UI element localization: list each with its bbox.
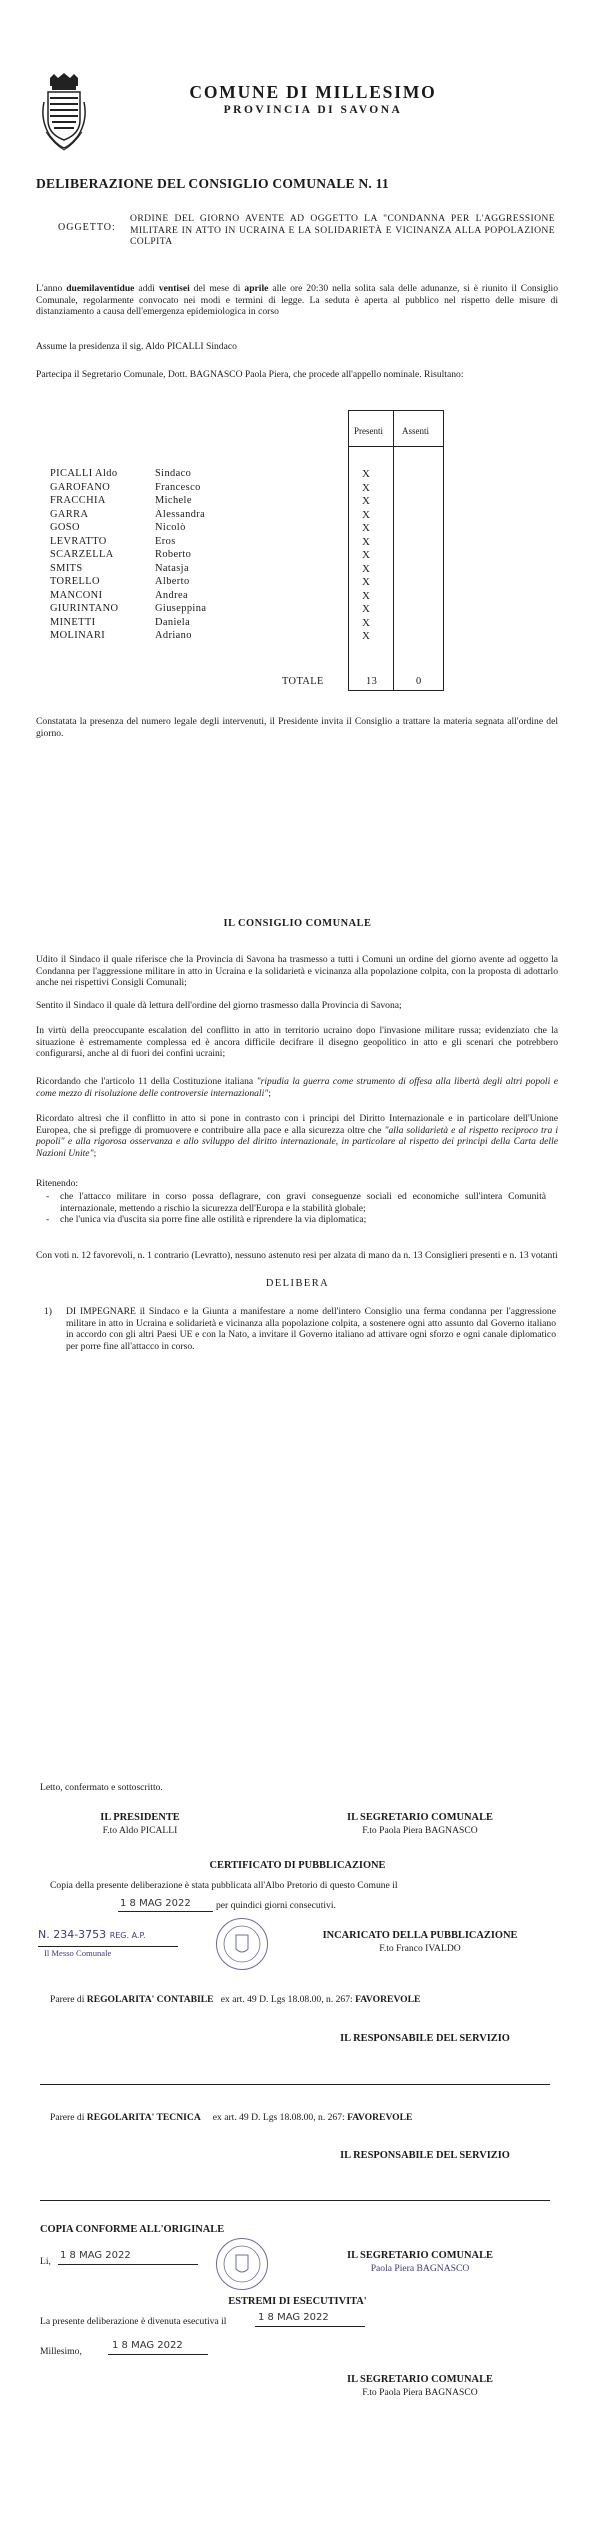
president-title: IL PRESIDENTE <box>100 1812 180 1823</box>
quorum-statement: Constatata la presenza del numero legale degli intervenuti, il Presidente invita il Consiglio a trattare la materia segnata all'ordine del giorno. <box>36 716 558 739</box>
votes-statement: Con voti n. 12 favorevoli, n. 1 contrario (Levratto), nessuno astenuto resi per alzata di mano da n. 13 Consiglieri presenti e n. 13 votanti <box>36 1250 558 1261</box>
table-row: MANCONI Andrea X <box>50 589 371 602</box>
register-underline <box>38 1946 178 1947</box>
considering-list <box>46 1191 546 1226</box>
enforceability-heading: ESTREMI DI ESECUTIVITA' <box>228 2296 367 2307</box>
enforceability-secretary-name: F.to Paola Piera BAGNASCO <box>362 2387 478 2398</box>
date-underline <box>118 1911 213 1912</box>
council-heading: IL CONSIGLIO COMUNALE <box>223 918 372 929</box>
council-paragraph-2: Sentito il Sindaco il quale dà lettura dell'ordine del giorno trasmesso dalla Provincia di Savona; <box>36 1000 402 1011</box>
table-row: GAROFANO Francesco X <box>50 481 371 494</box>
considering-label: Ritenendo: <box>36 1178 79 1189</box>
enforceability-secretary-title: IL SEGRETARIO COMUNALE <box>347 2374 493 2385</box>
copy-secretary-signature: Paola Piera BAGNASCO <box>370 2263 470 2274</box>
publication-heading: CERTIFICATO DI PUBBLICAZIONE <box>209 1860 386 1871</box>
table-row: MINETTI Daniela X <box>50 616 371 629</box>
municipal-crest <box>40 72 88 156</box>
municipality-name: COMUNE DI MILLESIMO <box>189 82 437 102</box>
council-paragraph-3: In virtù della preoccupante escalation del conflitto in atto in territorio ucraino dopo l'invasione militare russa; evidenziato che la situazione è estremamente complessa ed è ancora difficile decifrare il disegno geopolitico in atto e gli scenari che potrebbero configurarsi, anche al di fuori dei confini ucraini; <box>36 1025 558 1060</box>
accounting-officer-title: IL RESPONSABILE DEL SERVIZIO <box>340 2033 510 2044</box>
table-row: GOSO Nicolò X <box>50 522 371 534</box>
municipal-seal <box>216 2238 268 2290</box>
date-underline <box>255 2326 365 2327</box>
list-item: - che l'unica via d'uscita sia porre fine alle ostilità e riprendere la via diplomatica; <box>46 1214 367 1226</box>
present-column-header: Presenti <box>354 426 383 436</box>
table-row: MOLINARI Adriano X <box>50 630 371 642</box>
publication-date-stamp: 1 8 MAG 2022 <box>120 1898 191 1909</box>
list-item: - che l'attacco militare in corso possa deflagrare, con gravi conseguenze sociali ed economiche sull'intera Comunità internazionale, mettendo a rischio la sicurezza dell'Europa e la stabilità globale; <box>46 1191 546 1214</box>
divider <box>40 2084 550 2085</box>
copy-heading: COPIA CONFORME ALL'ORIGINALE <box>40 2224 225 2235</box>
technical-officer-title: IL RESPONSABILE DEL SERVIZIO <box>340 2150 510 2161</box>
table-row: GIURINTANO Giuseppina X <box>50 603 371 615</box>
enforceability-place: Millesimo, <box>40 2346 82 2357</box>
read-confirmed-line: Letto, confermato e sottoscritto. <box>40 1782 163 1793</box>
table-row: SMITS Natasja X <box>50 562 371 575</box>
president-name: F.to Aldo PICALLI <box>102 1825 178 1836</box>
accounting-opinion: Parere di REGOLARITA' CONTABILE ex art. 49 D. Lgs 18.08.00, n. 267: FAVOREVOLE <box>50 1994 421 2005</box>
enforceability-text: La presente deliberazione è divenuta esecutiva il <box>40 2316 227 2327</box>
enforceability-place-date-stamp: 1 8 MAG 2022 <box>112 2340 183 2351</box>
publication-officer-name: F.to Franco IVALDO <box>379 1943 461 1954</box>
subject-text: ORDINE DEL GIORNO AVENTE AD OGGETTO LA "CONDANNA PER L'AGGRESSIONE MILITARE IN ATTO IN UCRAINA E LA SOLIDARIETÀ E VICINANZA ALLA POPOLAZIONE COLPITA <box>130 213 555 248</box>
register-number: N. 234-3753 REG. A.P. <box>38 1928 146 1941</box>
date-underline <box>108 2354 208 2355</box>
publication-period: per quindici giorni consecutivi. <box>216 1900 336 1911</box>
council-paragraph-5: Ricordato altresì che il conflitto in atto si pone in contrasto con i principi del Diritto Internazionale e in particolare dell'Unione Europea, che si prefigge di promuovere e contribuire alla pace e alla sicurezza oltre che "alla solidarietà e al rispetto reciproco tra i popoli" e alla rigorosa osservanza e allo sviluppo del diritto internazionale, in particolare al rispetto dei principi della Carta delle Nazioni Unite"; <box>36 1113 558 1160</box>
absent-column-header: Assenti <box>402 426 429 436</box>
council-paragraph-1: Udito il Sindaco il quale riferisce che la Provincia di Savona ha trasmesso a tutti i Comuni un ordine del giorno avente ad oggetto la Condanna per l'aggressione militare in atto in Ucraina e la solidarietà e vicinanza alla popolazione colpita, con la proposta di adottarlo anche nei rispettivi Consigli Comunali; <box>36 954 558 989</box>
copy-date-stamp: 1 8 MAG 2022 <box>60 2250 131 2261</box>
table-row: GARRA Alessandra X <box>50 508 371 521</box>
table-row: LEVRATTO Eros X <box>50 535 371 548</box>
presidency-line: Assume la presidenza il sig. Aldo PICALLI Sindaco <box>36 341 237 352</box>
deliberation-title: DELIBERAZIONE DEL CONSIGLIO COMUNALE N. 11 <box>36 176 389 191</box>
technical-opinion: Parere di REGOLARITA' TECNICA ex art. 49 D. Lgs 18.08.00, n. 267: FAVOREVOLE <box>50 2112 413 2123</box>
secretary-name: F.to Paola Piera BAGNASCO <box>362 1825 478 1836</box>
table-row: FRACCHIA Michele X <box>50 495 371 507</box>
table-row: SCARZELLA Roberto X <box>50 549 371 561</box>
resolves-heading: DELIBERA <box>265 1278 330 1289</box>
enforceability-date-stamp: 1 8 MAG 2022 <box>258 2312 329 2323</box>
secretary-title: IL SEGRETARIO COMUNALE <box>347 1812 493 1823</box>
municipal-seal <box>216 1918 268 1970</box>
copy-secretary-title: IL SEGRETARIO COMUNALE <box>347 2250 493 2261</box>
council-paragraph-4: Ricordando che l'articolo 11 della Costituzione italiana "ripudia la guerra come strumento di offesa alla libertà degli altri popoli e come mezzo di risoluzione delle controversie internazionali"; <box>36 1076 558 1099</box>
province-name: PROVINCIA DI SAVONA <box>223 104 403 116</box>
copy-place-label: Li, <box>40 2256 51 2267</box>
date-underline <box>58 2264 198 2265</box>
roll-call-intro: Partecipa il Segretario Comunale, Dott. BAGNASCO Paola Piera, che procede all'appello nominale. Risultano: <box>36 369 464 380</box>
totals-row: TOTALE 13 0 <box>282 676 422 687</box>
attendance-table <box>48 410 568 700</box>
opening-paragraph: L'anno duemilaventidue addì ventisei del mese di aprile alle ore 20:30 nella solita sala delle adunanze, si è riunito il Consiglio Comunale, regolarmente convocato nei modi e termini di legge. La seduta è aperta al pubblico nel rispetto delle misure di distanziamento a causa dell'emergenza epidemiologica in corso <box>36 283 559 318</box>
publication-text: Copia della presente deliberazione è stata pubblicata all'Albo Pretorio di questo Comune il <box>50 1880 398 1891</box>
table-row: PICALLI Aldo Sindaco X <box>50 468 371 480</box>
publication-officer-title: INCARICATO DELLA PUBBLICAZIONE <box>322 1930 518 1941</box>
resolution-number: 1) <box>44 1306 52 1317</box>
subject-label: OGGETTO: <box>58 222 116 233</box>
table-row: TORELLO Alberto X <box>50 576 371 588</box>
divider <box>40 2200 550 2201</box>
resolution-text: DI IMPEGNARE il Sindaco e la Giunta a manifestare a nome dell'intero Consiglio una ferma condanna per l'aggressione militare in atto in Ucraina e solidarietà e vicinanza alla popolazione colpita, a sostenere ogni atto assunto dal Governo italiano in accordo con gli altri Paesi UE e con la Nato, a invitare il Governo italiano ad attivare ogni sforzo e ogni canale diplomatico per porre fine all'attacco in corso. <box>66 1306 556 1353</box>
register-caption: Il Messo Comunale <box>44 1948 112 1958</box>
